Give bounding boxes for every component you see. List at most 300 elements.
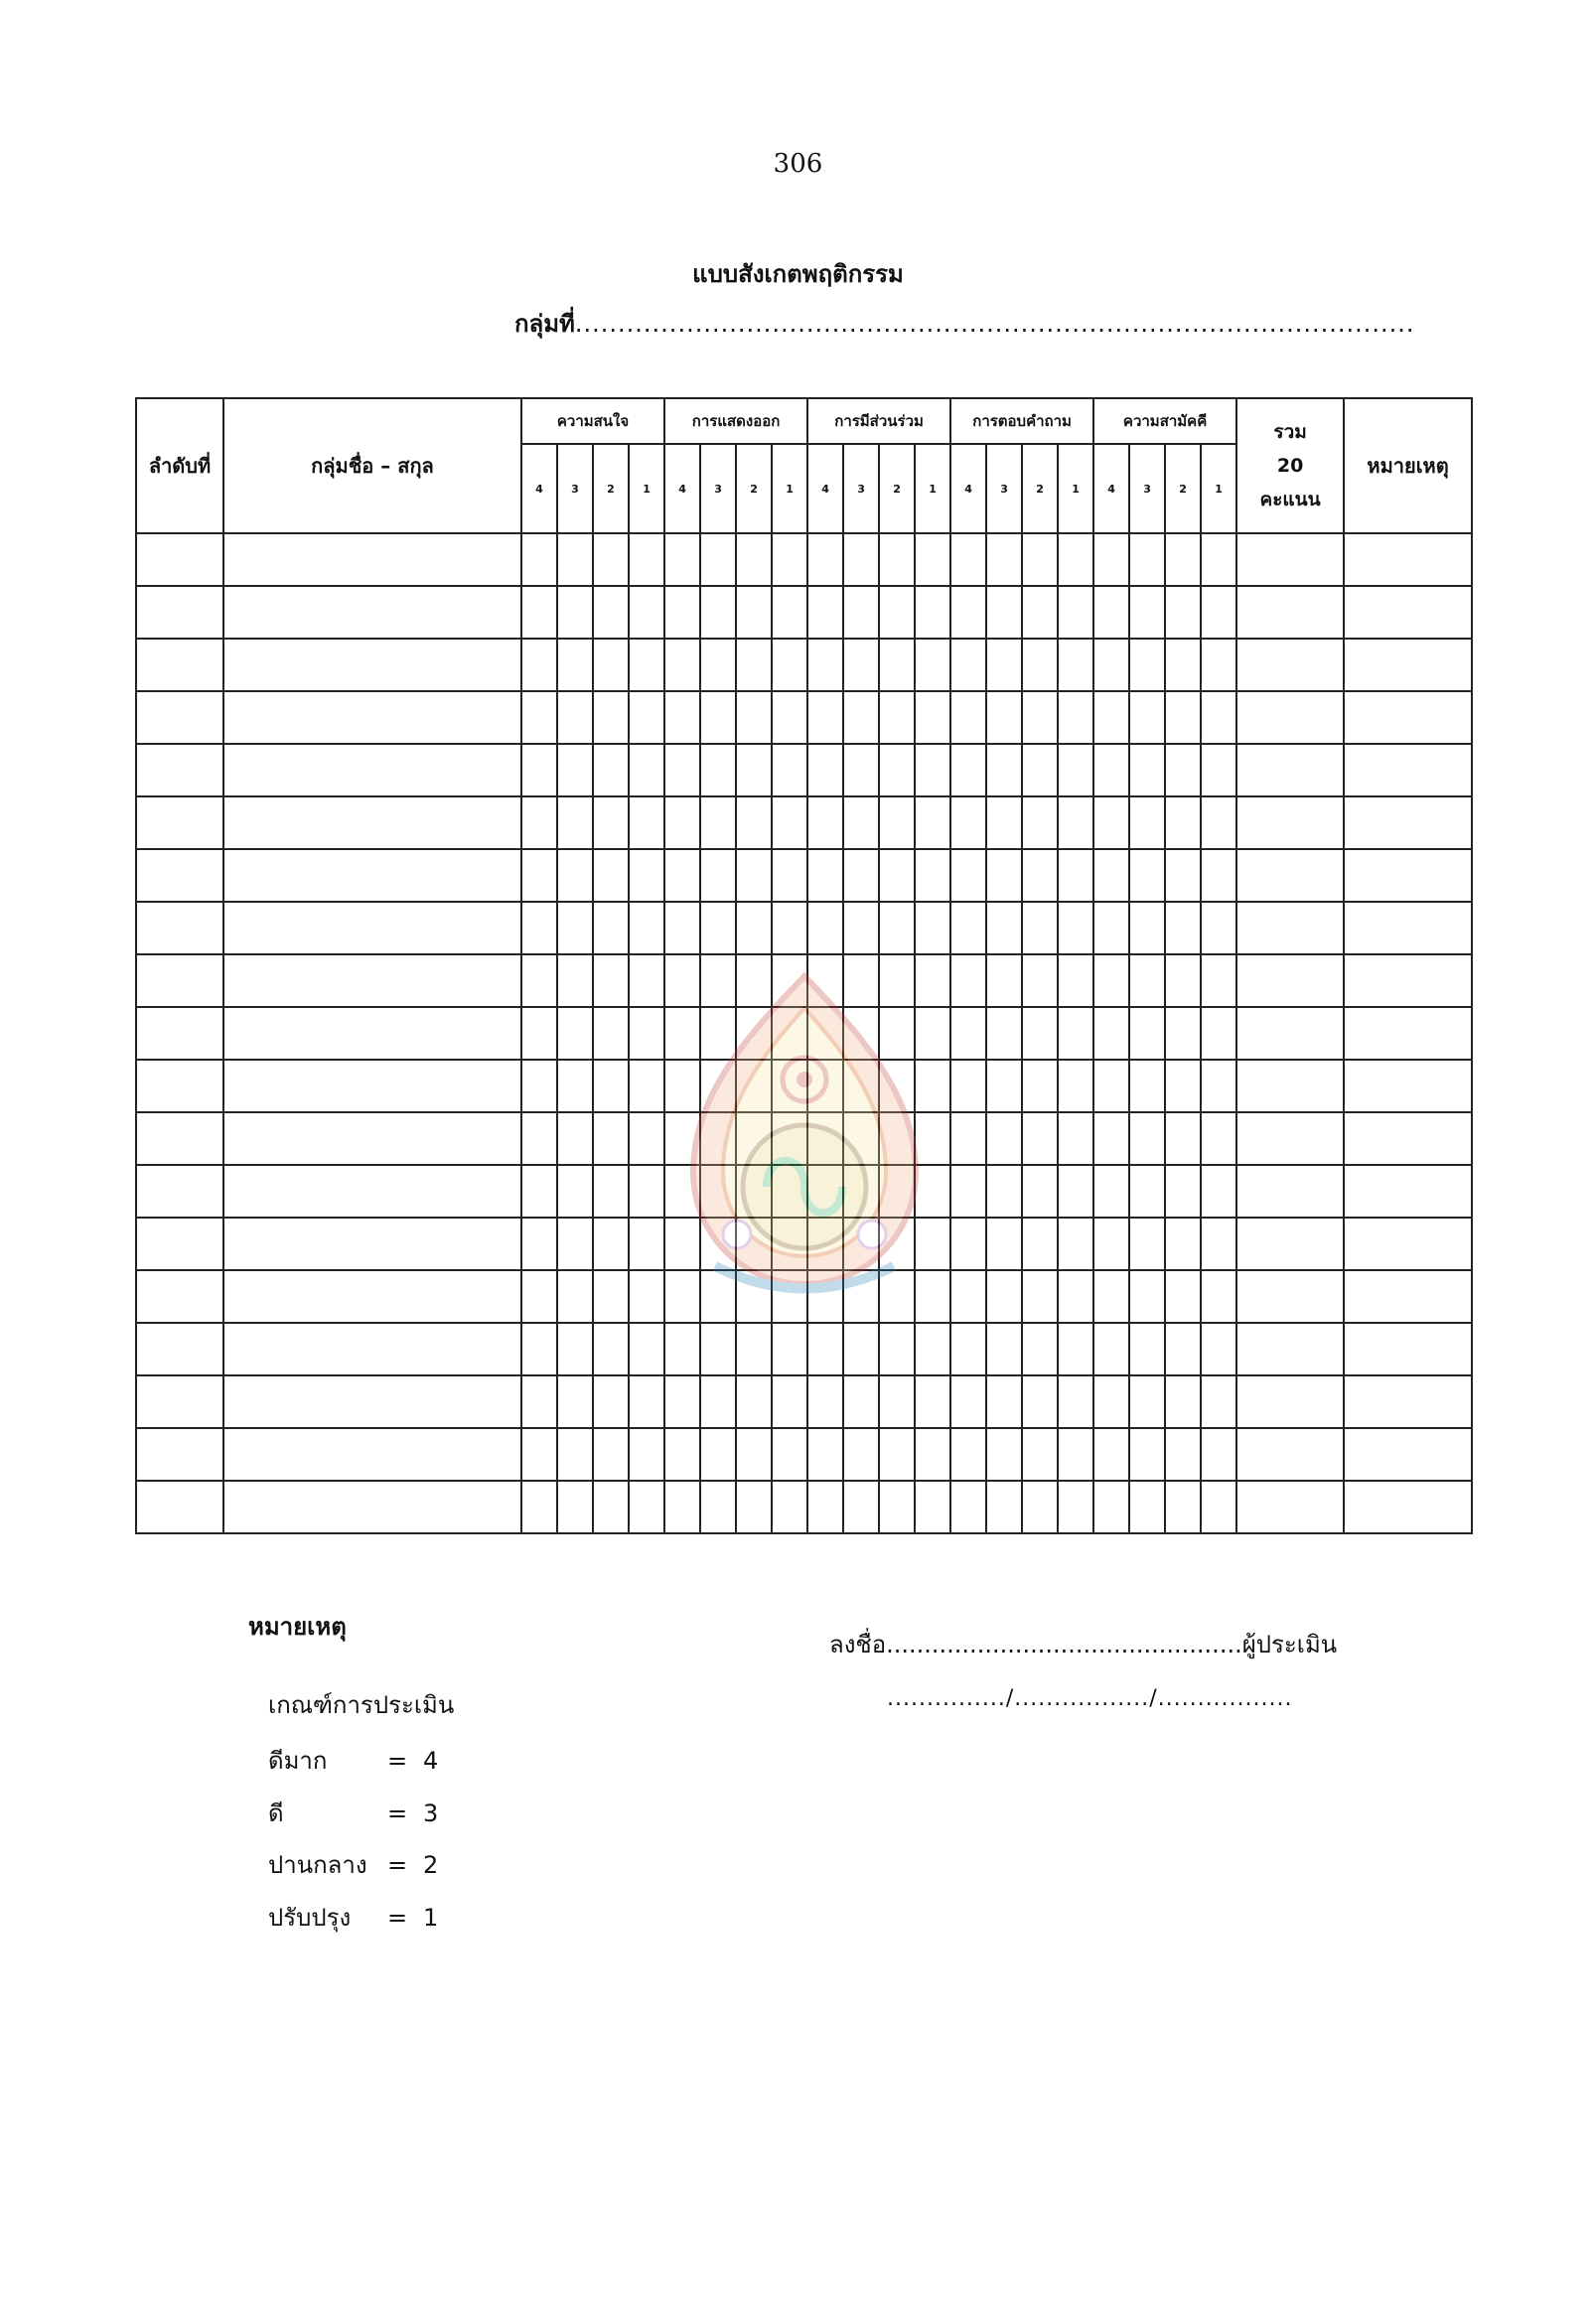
table-cell — [700, 1323, 736, 1375]
table-cell — [986, 796, 1022, 849]
table-cell — [664, 902, 700, 954]
table-cell — [915, 533, 950, 586]
table-cell — [1201, 1218, 1236, 1270]
table-cell — [1236, 1270, 1344, 1323]
table-cell — [807, 1323, 843, 1375]
header-total — [1236, 398, 1344, 533]
table-cell — [807, 586, 843, 639]
table-cell — [879, 902, 915, 954]
table-cell — [1129, 639, 1165, 691]
table-cell — [664, 1481, 700, 1533]
table-cell — [1093, 902, 1129, 954]
table-cell — [1201, 796, 1236, 849]
table-cell — [1201, 639, 1236, 691]
table-cell — [664, 1375, 700, 1428]
table-cell — [807, 1428, 843, 1481]
group-label: กลุ่มที่ — [514, 310, 575, 338]
table-cell — [1129, 744, 1165, 796]
score-header: 1 — [1201, 444, 1236, 533]
table-cell — [1129, 1375, 1165, 1428]
table-cell — [521, 1112, 557, 1165]
table-cell — [986, 1270, 1022, 1323]
table-cell — [879, 1323, 915, 1375]
table-cell — [1093, 1007, 1129, 1060]
table-cell — [1236, 796, 1344, 849]
table-cell — [1344, 1060, 1472, 1112]
table-cell — [807, 1481, 843, 1533]
table-cell — [986, 1165, 1022, 1218]
criteria-value: 1 — [423, 1904, 439, 1932]
table-cell — [986, 1218, 1022, 1270]
criteria-value: 4 — [423, 1747, 439, 1775]
table-cell — [986, 1060, 1022, 1112]
table-cell — [1093, 1060, 1129, 1112]
table-cell — [557, 586, 593, 639]
table-cell — [1058, 1112, 1093, 1165]
table-cell — [950, 1270, 986, 1323]
table-cell — [1129, 902, 1165, 954]
table-cell — [736, 1481, 772, 1533]
table-cell — [1022, 1375, 1058, 1428]
criteria-equals: = — [387, 1747, 408, 1775]
table-cell — [1165, 744, 1201, 796]
table-cell — [950, 1112, 986, 1165]
table-cell — [1344, 1481, 1472, 1533]
table-cell — [986, 744, 1022, 796]
table-cell — [879, 744, 915, 796]
table-cell — [521, 1165, 557, 1218]
table-cell — [521, 1270, 557, 1323]
table-cell — [1236, 533, 1344, 586]
table-cell — [136, 902, 223, 954]
table-cell — [1165, 1270, 1201, 1323]
table-cell — [879, 586, 915, 639]
score-header: 2 — [1022, 444, 1058, 533]
signature-role: ผู้ประเมิน — [1241, 1631, 1338, 1658]
table-cell — [950, 902, 986, 954]
table-cell — [136, 954, 223, 1007]
table-cell — [1093, 1428, 1129, 1481]
table-cell — [521, 902, 557, 954]
table-cell — [772, 902, 807, 954]
table-cell — [1022, 691, 1058, 744]
table-cell — [1058, 1270, 1093, 1323]
table-cell — [1236, 849, 1344, 902]
table-cell — [1165, 586, 1201, 639]
table-cell — [915, 639, 950, 691]
table-cell — [915, 744, 950, 796]
score-header: 4 — [521, 444, 557, 533]
table-cell — [1344, 1375, 1472, 1428]
score-header: 1 — [629, 444, 664, 533]
table-cell — [843, 902, 879, 954]
table-cell — [1165, 796, 1201, 849]
table-cell — [1093, 1375, 1129, 1428]
table-cell — [1201, 954, 1236, 1007]
signature-dots: ............................................... — [886, 1631, 1242, 1658]
table-cell — [1058, 533, 1093, 586]
table-cell — [136, 1375, 223, 1428]
table-cell — [1022, 1112, 1058, 1165]
table-cell — [1236, 1060, 1344, 1112]
table-cell — [950, 1428, 986, 1481]
table-cell — [1165, 954, 1201, 1007]
table-cell — [1129, 1112, 1165, 1165]
table-cell — [986, 902, 1022, 954]
table-cell — [807, 691, 843, 744]
form-title: แบบสังเกตพฤติกรรม — [692, 260, 904, 288]
table-cell — [557, 1112, 593, 1165]
table-cell — [136, 849, 223, 902]
table-cell — [1236, 1481, 1344, 1533]
criteria-equals: = — [387, 1904, 408, 1932]
table-cell — [1344, 533, 1472, 586]
table-cell — [807, 849, 843, 902]
table-cell — [223, 849, 521, 902]
table-cell — [521, 954, 557, 1007]
table-cell — [521, 1060, 557, 1112]
table-cell — [807, 533, 843, 586]
table-cell — [1201, 744, 1236, 796]
table-cell — [1129, 1218, 1165, 1270]
table-cell — [772, 639, 807, 691]
table-cell — [593, 1428, 629, 1481]
table-cell — [1022, 1481, 1058, 1533]
table-cell — [136, 586, 223, 639]
score-header: 4 — [664, 444, 700, 533]
signature-line — [829, 1625, 1337, 1663]
table-cell — [1201, 1428, 1236, 1481]
table-cell — [1201, 1375, 1236, 1428]
table-cell — [664, 586, 700, 639]
table-cell — [950, 1323, 986, 1375]
table-cell — [986, 586, 1022, 639]
header-category: การมีส่วนร่วม — [807, 398, 950, 444]
table-cell — [1093, 1165, 1129, 1218]
table-cell — [664, 533, 700, 586]
table-cell — [843, 586, 879, 639]
table-cell — [521, 849, 557, 902]
table-cell — [593, 796, 629, 849]
table-cell — [986, 954, 1022, 1007]
score-header: 3 — [843, 444, 879, 533]
table-cell — [557, 954, 593, 1007]
criteria-item — [268, 1845, 438, 1884]
criteria-label: ปานกลาง — [268, 1851, 367, 1879]
header-row-categories — [136, 398, 1472, 444]
score-header: 3 — [700, 444, 736, 533]
table-cell — [593, 954, 629, 1007]
header-category: การตอบคำถาม — [950, 398, 1093, 444]
score-header: 4 — [807, 444, 843, 533]
table-row — [136, 691, 1472, 744]
table-cell — [1165, 533, 1201, 586]
table-cell — [1058, 1060, 1093, 1112]
table-cell — [986, 639, 1022, 691]
table-cell — [557, 691, 593, 744]
table-cell — [521, 691, 557, 744]
table-cell — [557, 1323, 593, 1375]
header-category: ความสนใจ — [521, 398, 664, 444]
table-cell — [1058, 586, 1093, 639]
table-cell — [1165, 902, 1201, 954]
table-cell — [1344, 849, 1472, 902]
table-cell — [1165, 691, 1201, 744]
table-cell — [1058, 1428, 1093, 1481]
score-header: 2 — [736, 444, 772, 533]
table-cell — [1058, 954, 1093, 1007]
table-cell — [772, 1375, 807, 1428]
table-cell — [950, 586, 986, 639]
table-cell — [1201, 1165, 1236, 1218]
score-header: 1 — [772, 444, 807, 533]
table-cell — [700, 533, 736, 586]
table-cell — [950, 849, 986, 902]
table-cell — [223, 1060, 521, 1112]
table-cell — [1129, 1428, 1165, 1481]
table-cell — [1344, 744, 1472, 796]
table-cell — [629, 1375, 664, 1428]
table-cell — [879, 849, 915, 902]
table-cell — [1022, 1007, 1058, 1060]
table-cell — [136, 1060, 223, 1112]
table-cell — [1344, 1165, 1472, 1218]
table-cell — [700, 691, 736, 744]
table-cell — [772, 849, 807, 902]
table-cell — [136, 1112, 223, 1165]
table-cell — [1165, 1007, 1201, 1060]
table-cell — [629, 744, 664, 796]
table-cell — [1344, 639, 1472, 691]
table-cell — [521, 1481, 557, 1533]
table-cell — [223, 1165, 521, 1218]
table-cell — [1165, 1165, 1201, 1218]
table-cell — [1344, 1428, 1472, 1481]
table-cell — [807, 639, 843, 691]
table-cell — [879, 533, 915, 586]
table-cell — [664, 744, 700, 796]
table-cell — [1236, 954, 1344, 1007]
table-cell — [915, 691, 950, 744]
table-cell — [1093, 533, 1129, 586]
table-cell — [1058, 849, 1093, 902]
table-cell — [1022, 639, 1058, 691]
score-header: 3 — [986, 444, 1022, 533]
criteria-value: 2 — [423, 1851, 439, 1879]
table-cell — [1344, 1112, 1472, 1165]
criteria-label: ดีมาก — [268, 1747, 328, 1775]
table-cell — [1093, 691, 1129, 744]
table-cell — [1058, 1218, 1093, 1270]
table-cell — [593, 1165, 629, 1218]
table-cell — [736, 744, 772, 796]
table-cell — [521, 796, 557, 849]
table-cell — [736, 691, 772, 744]
criteria-label: ดี — [268, 1799, 284, 1827]
table-cell — [1165, 1218, 1201, 1270]
table-cell — [1058, 1165, 1093, 1218]
table-cell — [136, 1007, 223, 1060]
criteria-equals: = — [387, 1851, 408, 1879]
table-cell — [1129, 691, 1165, 744]
observation-table — [135, 397, 1473, 1534]
table-cell — [557, 744, 593, 796]
table-cell — [664, 849, 700, 902]
table-cell — [843, 744, 879, 796]
table-cell — [1344, 902, 1472, 954]
table-cell — [700, 796, 736, 849]
table-cell — [1093, 1481, 1129, 1533]
table-cell — [986, 1428, 1022, 1481]
table-cell — [1201, 902, 1236, 954]
table-cell — [807, 1375, 843, 1428]
table-cell — [1236, 586, 1344, 639]
table-cell — [223, 691, 521, 744]
table-cell — [1022, 954, 1058, 1007]
table-cell — [772, 1481, 807, 1533]
table-cell — [223, 744, 521, 796]
table-cell — [1022, 796, 1058, 849]
table-cell — [1201, 586, 1236, 639]
table-cell — [986, 1112, 1022, 1165]
table-cell — [664, 639, 700, 691]
table-cell — [223, 1270, 521, 1323]
table-cell — [736, 639, 772, 691]
table-cell — [915, 1323, 950, 1375]
table-cell — [843, 691, 879, 744]
table-cell — [1165, 639, 1201, 691]
table-cell — [223, 1112, 521, 1165]
table-cell — [772, 586, 807, 639]
table-cell — [879, 639, 915, 691]
table-cell — [593, 902, 629, 954]
table-cell — [950, 1375, 986, 1428]
table-cell — [1093, 744, 1129, 796]
table-cell — [223, 1218, 521, 1270]
table-cell — [521, 1218, 557, 1270]
table-cell — [557, 849, 593, 902]
table-cell — [136, 1428, 223, 1481]
table-row — [136, 1428, 1472, 1481]
table-row — [136, 1481, 1472, 1533]
table-cell — [629, 1323, 664, 1375]
table-cell — [1201, 1270, 1236, 1323]
table-cell — [521, 1323, 557, 1375]
table-row — [136, 796, 1472, 849]
table-cell — [986, 849, 1022, 902]
table-cell — [879, 1428, 915, 1481]
table-cell — [1201, 1323, 1236, 1375]
table-cell — [1129, 849, 1165, 902]
table-cell — [593, 533, 629, 586]
table-cell — [136, 744, 223, 796]
criteria-item — [268, 1741, 438, 1780]
table-cell — [1022, 1270, 1058, 1323]
table-cell — [843, 1375, 879, 1428]
table-cell — [1201, 533, 1236, 586]
table-cell — [593, 1060, 629, 1112]
table-cell — [1129, 586, 1165, 639]
table-cell — [700, 902, 736, 954]
table-cell — [807, 796, 843, 849]
table-cell — [879, 1375, 915, 1428]
table-cell — [915, 1375, 950, 1428]
criteria-label: ปรับปรุง — [268, 1904, 352, 1932]
signature-label: ลงชื่อ — [829, 1631, 887, 1658]
table-cell — [521, 586, 557, 639]
table-cell — [1058, 639, 1093, 691]
table-cell — [700, 1481, 736, 1533]
header-total-line3: คะแนน — [1259, 489, 1321, 510]
table-cell — [629, 849, 664, 902]
table-cell — [1201, 1481, 1236, 1533]
table-cell — [1058, 902, 1093, 954]
table-cell — [736, 902, 772, 954]
table-cell — [1201, 691, 1236, 744]
table-cell — [1344, 1270, 1472, 1323]
table-cell — [593, 1481, 629, 1533]
table-cell — [557, 1428, 593, 1481]
table-cell — [1236, 1007, 1344, 1060]
table-cell — [1129, 533, 1165, 586]
table-cell — [1093, 1270, 1129, 1323]
table-cell — [1344, 586, 1472, 639]
table-cell — [629, 586, 664, 639]
table-cell — [843, 1481, 879, 1533]
table-cell — [700, 1375, 736, 1428]
table-cell — [521, 744, 557, 796]
table-cell — [1058, 1375, 1093, 1428]
table-cell — [915, 849, 950, 902]
header-category: ความสามัคคี — [1093, 398, 1236, 444]
table-cell — [950, 533, 986, 586]
group-line — [514, 304, 1415, 343]
table-cell — [664, 796, 700, 849]
table-cell — [700, 849, 736, 902]
table-cell — [736, 1428, 772, 1481]
table-cell — [1165, 849, 1201, 902]
table-cell — [629, 639, 664, 691]
table-cell — [521, 1375, 557, 1428]
table-cell — [1165, 1428, 1201, 1481]
table-cell — [1022, 744, 1058, 796]
table-cell — [915, 796, 950, 849]
table-cell — [223, 533, 521, 586]
table-cell — [879, 1481, 915, 1533]
criteria-equals: = — [387, 1799, 408, 1827]
table-cell — [772, 691, 807, 744]
table-cell — [772, 744, 807, 796]
table-cell — [700, 639, 736, 691]
table-cell — [843, 1323, 879, 1375]
table-cell — [629, 796, 664, 849]
table-cell — [1129, 1165, 1165, 1218]
table-cell — [593, 639, 629, 691]
table-cell — [136, 1165, 223, 1218]
table-cell — [950, 1481, 986, 1533]
table-cell — [700, 586, 736, 639]
table-cell — [843, 533, 879, 586]
table-cell — [593, 744, 629, 796]
table-cell — [136, 691, 223, 744]
table-cell — [223, 1481, 521, 1533]
table-cell — [736, 796, 772, 849]
table-cell — [1236, 1112, 1344, 1165]
table-cell — [1129, 796, 1165, 849]
table-cell — [772, 796, 807, 849]
table-cell — [557, 1165, 593, 1218]
table-cell — [1236, 1375, 1344, 1428]
